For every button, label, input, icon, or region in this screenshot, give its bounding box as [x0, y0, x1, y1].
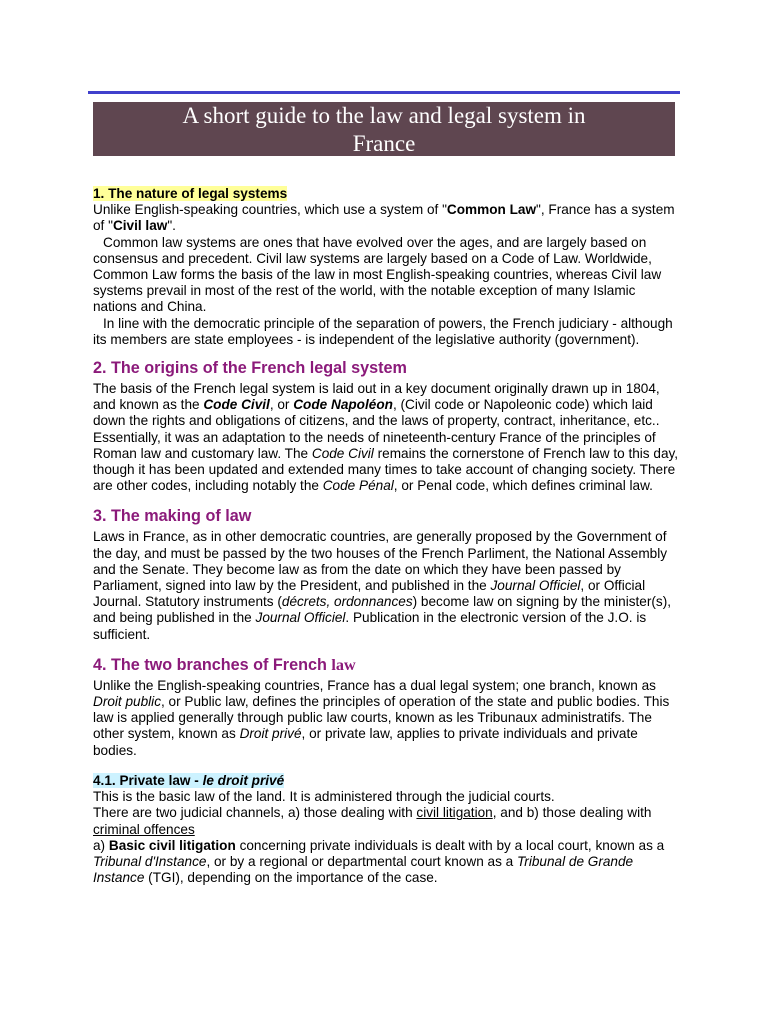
document-body	[93, 186, 681, 886]
section-4-paragraph: Unlike the English-speaking countries, France has a dual legal system; one branch, known as Droit public, or Public law, defines the principles of operation of the state and public bodies. This law is applied generally through public law courts, known as les Tribunaux administratifs. The other system, known as Droit privé, or private law, applies to private individuals and private bodies.	[93, 677, 670, 758]
section-2-heading: 2. The origins of the French legal system	[93, 359, 407, 378]
top-rule	[88, 91, 680, 94]
section-1-paragraph-1: Unlike English-speaking countries, which use a system of "Common Law", France has a system of "Civil law".	[93, 202, 675, 234]
title-line-2: France	[352, 131, 416, 156]
document-title	[93, 102, 675, 156]
section-4-1-paragraph-3: a) Basic civil litigation concerning private individuals is dealt with by a local court, known as a Tribunal d'Instance, or by a regional or departmental court known as a Tribunal de Grande Instance (TGI), depending on the importance of the case.	[93, 837, 665, 886]
section-3-heading: 3. The making of law	[93, 507, 252, 526]
section-3-paragraph: Laws in France, as in other democratic countries, are generally proposed by the Government of the day, and must be passed by the two houses of the French Parliment, the National Assembly and the Senate. They become law as from the date on which they have been passed by Parliament, signed into law by the President, and published in the Journal Officiel, or Official Journal. Statutory instruments (décrets, ordonnances) become law on signing by the minister(s), and being published in the Journal Officiel. Publication in the electronic version of the J.O. is sufficient.	[93, 529, 672, 642]
section-4-1-paragraph-2: There are two judicial channels, a) those dealing with civil litigation, and b) those dealing with criminal offences	[93, 805, 652, 837]
section-1-heading: 1. The nature of legal systems	[93, 186, 288, 201]
section-4-heading: 4. The two branches of French law	[93, 655, 356, 674]
section-4-1-heading: 4.1. Private law - le droit privé	[93, 772, 285, 788]
section-4-1-paragraph-1: This is the basic law of the land. It is administered through the judicial courts.	[93, 789, 555, 805]
section-1-paragraph-2: Common law systems are ones that have evolved over the ages, and are largely based on consensus and precedent. Civil law systems are largely based on a Code of Law. Worldwide, Common Law forms the basis of the law in most English-speaking countries, whereas Civil law systems prevail in most of the rest of the world, with the notable exception of many Islamic nations and China.	[93, 234, 662, 315]
title-line-1: A short guide to the law and legal system in	[182, 103, 586, 128]
section-2-paragraph: The basis of the French legal system is laid out in a key document originally drawn up in 1804, and known as the Code Civil, or Code Napoléon, (Civil code or Napoleonic code) which laid down the rights and obligations of citizens, and the laws of property, contract, inheritance, etc.. Essentially, it was an adaptation to the needs of nineteenth-century France of the principles of Roman law and customary law. The Code Civil remains the cornerstone of French law to this day, though it has been updated and extended many times to take account of changing society. There are other codes, including notably the Code Pénal, or Penal code, which defines criminal law.	[93, 381, 679, 494]
section-1-paragraph-3: In line with the democratic principle of the separation of powers, the French judiciary - although its members are state employees - is independent of the legislative authority (government).	[93, 315, 673, 347]
